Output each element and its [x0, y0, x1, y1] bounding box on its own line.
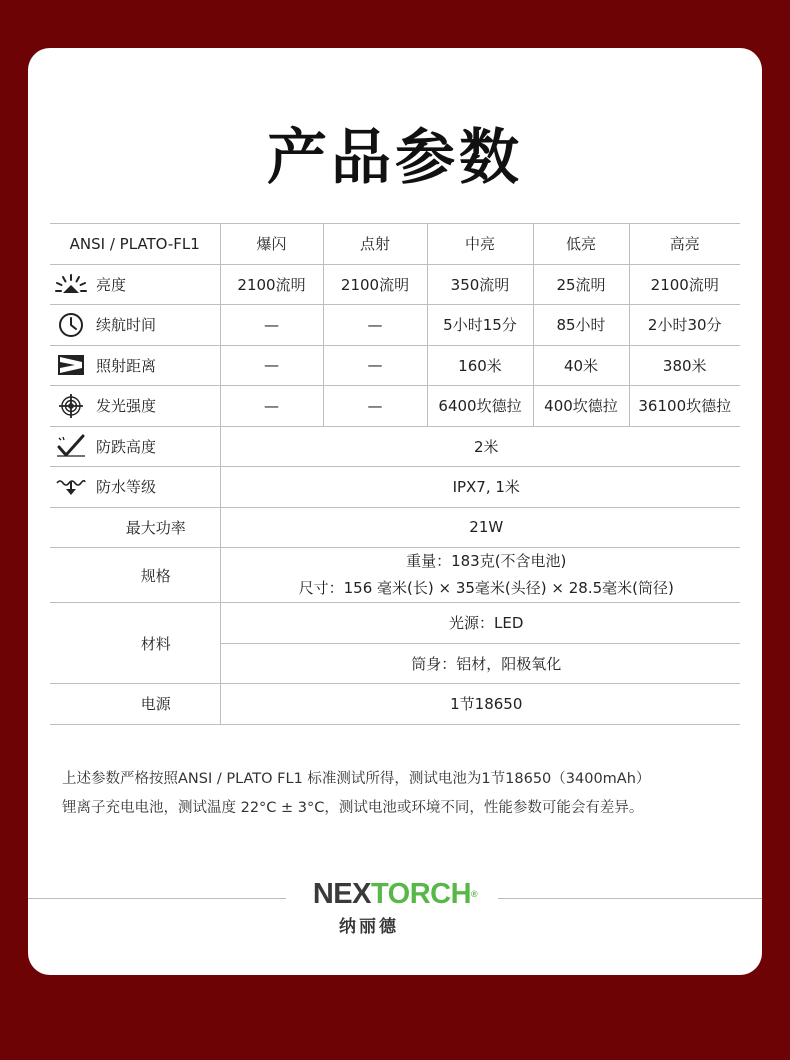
cell-value: 36100坎德拉: [629, 386, 740, 427]
spec-table: [50, 223, 740, 725]
cell-value: —: [323, 386, 427, 427]
table-row-power: [50, 507, 740, 548]
table-row-intensity: [50, 386, 740, 427]
target-icon: [54, 393, 88, 419]
material-light-source: 光源：LED: [220, 603, 740, 644]
logo-torch: TORCH: [370, 878, 472, 910]
cell-value: —: [220, 345, 323, 386]
logo-registered: ®: [471, 889, 478, 899]
cell-value: 2米: [220, 426, 740, 467]
spec-weight: 重量：183克(不含电池): [406, 552, 567, 570]
footnote-line-1: 上述参数严格按照ANSI / PLATO FL1 标准测试所得，测试电池为1节18650（3400mAh）: [62, 771, 651, 787]
table-row-waterproof: [50, 467, 740, 508]
spec-size: 尺寸：156 毫米(长) × 35毫米(头径) × 28.5毫米(筒径): [298, 579, 674, 597]
logo-chinese: 纳丽德: [339, 917, 399, 937]
row-label: 电源: [50, 684, 220, 725]
header-low: 低亮: [533, 224, 629, 265]
table-row-brightness: [50, 264, 740, 305]
header-high: 高亮: [629, 224, 740, 265]
header-medium: 中亮: [427, 224, 533, 265]
cell-value: IPX7, 1米: [220, 467, 740, 508]
row-label: 规格: [50, 548, 220, 603]
cell-value: 2100流明: [629, 264, 740, 305]
beam-distance-icon: [54, 352, 88, 378]
cell-value: —: [323, 305, 427, 346]
spec-card: [28, 48, 762, 975]
table-row-battery: [50, 684, 740, 725]
material-body: 筒身：铝材，阳极氧化: [220, 643, 740, 684]
table-row-distance: [50, 345, 740, 386]
table-row-runtime: [50, 305, 740, 346]
footnote-line-2: 锂离子充电电池，测试温度 22°C ± 3°C，测试电池或环境不同，性能参数可能会有差异。: [62, 800, 644, 816]
row-label: 材料: [50, 603, 220, 684]
cell-value: 400坎德拉: [533, 386, 629, 427]
header-strobe: 爆闪: [220, 224, 323, 265]
row-label: 照射距离: [96, 356, 157, 375]
footnote: [62, 765, 742, 823]
row-label: 亮度: [96, 275, 127, 294]
table-row-material-1: [50, 603, 740, 644]
cell-value: —: [323, 345, 427, 386]
water-drop-icon: [54, 474, 88, 500]
cell-value: 25流明: [533, 264, 629, 305]
cell-value: 5小时15分: [427, 305, 533, 346]
page-title: 产品参数: [267, 123, 523, 193]
cell-value: 1节18650: [220, 684, 740, 725]
clock-icon: [54, 312, 88, 338]
row-label: 续航时间: [96, 316, 157, 335]
cell-value: 40米: [533, 345, 629, 386]
cell-value: 160米: [427, 345, 533, 386]
table-header-row: [50, 224, 740, 265]
cell-value: —: [220, 305, 323, 346]
row-label: 防水等级: [96, 478, 157, 497]
cell-value: 2小时30分: [629, 305, 740, 346]
header-standard: ANSI / PLATO-FL1: [50, 224, 220, 265]
cell-value: 21W: [220, 507, 740, 548]
cell-value: 6400坎德拉: [427, 386, 533, 427]
table-row-spec: [50, 548, 740, 603]
logo-nex: NEX: [312, 878, 371, 910]
cell-value: 2100流明: [220, 264, 323, 305]
row-label: 最大功率: [50, 507, 220, 548]
brightness-icon: [54, 271, 88, 297]
cell-value: 2100流明: [323, 264, 427, 305]
cell-value: —: [220, 386, 323, 427]
row-label: 防跌高度: [96, 437, 157, 456]
header-momentary: 点射: [323, 224, 427, 265]
cell-value: 380米: [629, 345, 740, 386]
table-row-drop: [50, 426, 740, 467]
cell-value: 350流明: [427, 264, 533, 305]
row-label: 发光强度: [96, 397, 157, 416]
cell-value: 85小时: [533, 305, 629, 346]
drop-check-icon: [54, 433, 88, 459]
brand-logo: [28, 878, 762, 937]
